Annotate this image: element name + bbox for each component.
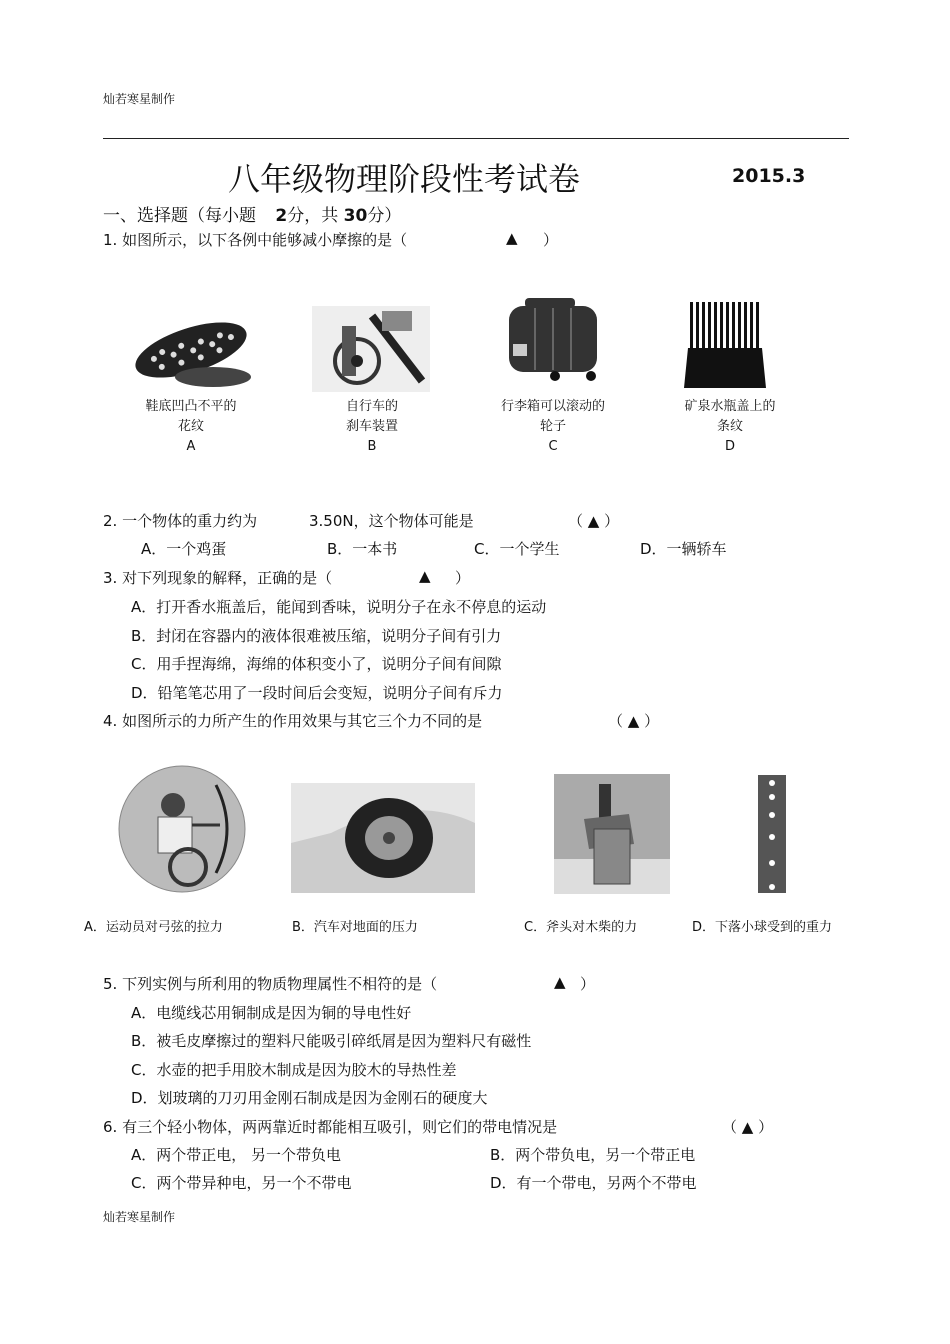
section-end: 分） (367, 206, 402, 226)
q4-paren: （ ▲ ） (608, 712, 660, 730)
exam-date: 2015.3 (732, 165, 806, 187)
q2-paren: （ ▲ ） (568, 512, 620, 530)
car-tire-image (291, 783, 475, 893)
q5-answer-mark: ▲ (554, 973, 566, 991)
page-title: 八年级物理阶段性考试卷 (228, 160, 581, 198)
q4-caption-a: A．运动员对弓弦的拉力 (84, 920, 223, 935)
q5-stem: 5. 下列实例与所利用的物质物理属性不相符的是（ (103, 975, 438, 993)
q6-option-c: C．两个带异种电，另一个不带电 (131, 1174, 352, 1192)
suitcase-image (505, 298, 600, 384)
q6-stem: 6. 有三个轻小物体，两两靠近时都能相互吸引，则它们的带电情况是 (103, 1118, 558, 1136)
bicycle-brake-image (312, 306, 430, 392)
q3-answer-mark: ▲ (419, 567, 431, 585)
q2-value: 3.50N，这个物体可能是 (309, 512, 474, 530)
q2-option-a: A．一个鸡蛋 (141, 540, 227, 558)
q3-option-d: D．铅笔笔芯用了一段时间后会变短，说明分子间有斥力 (131, 684, 503, 702)
q3-option-a: A．打开香水瓶盖后，能闻到香味，说明分子在永不停息的运动 (131, 598, 547, 616)
q2-option-d: D．一辆轿车 (640, 540, 727, 558)
q4-caption-d: D．下落小球受到的重力 (692, 920, 833, 935)
q1-caption-c: 行李箱可以滚动的 轮子 C (500, 399, 605, 454)
shoe-sole-image (128, 305, 254, 395)
q6-option-b: B．两个带负电，另一个带正电 (490, 1146, 696, 1164)
falling-ball-image (758, 775, 786, 893)
q5-option-d: D．划玻璃的刀刃用金刚石制成是因为金刚石的硬度大 (131, 1089, 488, 1107)
section-total: 30 (343, 206, 368, 226)
q1-caption-a: 鞋底凹凸不平的 花纹 A (145, 399, 237, 454)
header-watermark: 灿若寒星制作 (103, 92, 176, 106)
axe-wood-image (554, 774, 670, 894)
q2-option-b: B．一本书 (327, 540, 398, 558)
q3-close: ） (455, 569, 471, 587)
header-rule (103, 138, 849, 139)
q4-stem: 4. 如图所示的力所产生的作用效果与其它三个力不同的是 (103, 712, 483, 730)
q1-caption-b: 自行车的 刹车装置 B (345, 399, 398, 454)
q2-stem: 2. 一个物体的重力约为 (103, 512, 258, 530)
q1-caption-d: 矿泉水瓶盖上的 条纹 D (684, 399, 776, 454)
q5-option-b: B．被毛皮摩擦过的塑料尺能吸引碎纸屑是因为塑料尺有磁性 (131, 1032, 532, 1050)
q6-paren: （ ▲ ） (722, 1118, 774, 1136)
footer-watermark: 灿若寒星制作 (103, 1210, 176, 1224)
q2-option-c: C．一个学生 (474, 540, 560, 558)
q1-answer-mark: ▲ (506, 229, 518, 247)
q6-option-d: D．有一个带电，另两个不带电 (490, 1174, 697, 1192)
q5-close: ） (580, 975, 596, 993)
q4-caption-c: C．斧头对木柴的力 (524, 920, 638, 935)
section-label: 一、选择题（每小题 (103, 206, 256, 226)
q5-option-a: A．电缆线芯用铜制成是因为铜的导电性好 (131, 1004, 412, 1022)
section-points: 2 (275, 206, 288, 226)
q3-stem: 3. 对下列现象的解释，正确的是（ (103, 569, 333, 587)
q3-option-c: C．用手捏海绵，海绵的体积变小了，说明分子间有间隙 (131, 655, 502, 673)
q1-stem: 1. 如图所示，以下各例中能够减小摩擦的是（ (103, 231, 408, 249)
q1-close: ） (543, 231, 559, 249)
section-heading (103, 201, 401, 226)
q3-option-b: B．封闭在容器内的液体很难被压缩，说明分子间有引力 (131, 627, 502, 645)
q4-caption-b: B．汽车对地面的压力 (292, 920, 418, 935)
archer-image (118, 765, 246, 893)
q6-option-a: A．两个带正电， 另一个带负电 (131, 1146, 342, 1164)
q5-option-c: C．水壶的把手用胶木制成是因为胶木的导热性差 (131, 1061, 457, 1079)
section-mid: 分，共 (287, 206, 339, 226)
bottle-cap-image (684, 302, 766, 388)
